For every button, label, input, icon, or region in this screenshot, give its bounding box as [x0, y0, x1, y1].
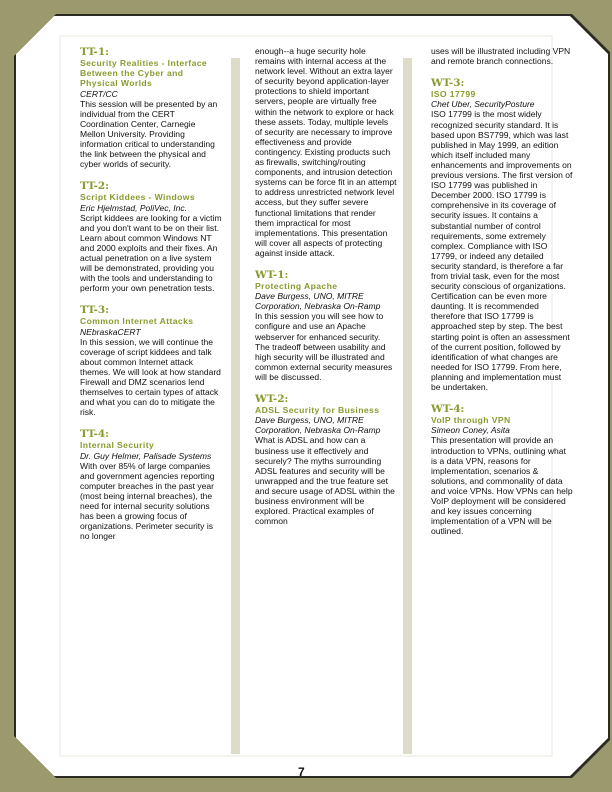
session-author: NEbraskaCERT — [80, 326, 141, 337]
session-description: Script kiddees are looking for a victim and you don't want to be on their list. Learn about common Windows NT and 2000 exploits and their fixes. An actual penetration on a live system will be demonstrated, providing you with the tools and understanding to perform your own penetration tests. — [80, 212, 222, 294]
session-author: CERT/CC — [80, 88, 118, 99]
session-description: uses will be illustrated including VPN and remote branch connections. — [431, 46, 571, 67]
session-tt-3 — [80, 304, 222, 417]
column-divider-1 — [231, 58, 240, 754]
session-code: TT-3: — [80, 304, 110, 317]
session-author: Dave Burgess, UNO, MITRE Corporation, Nebraska On-Ramp — [255, 291, 381, 312]
session-title: Internal Security — [80, 440, 155, 451]
session-title: Protecting Apache — [255, 280, 338, 291]
session-code: TT-2: — [80, 180, 110, 193]
session-author: Chet Uber, SecurityPosture — [431, 99, 535, 110]
session-wt-2-continued — [431, 46, 573, 66]
session-author: Dave Burgess, UNO, MITRE Corporation, Nebraska On-Ramp — [255, 415, 381, 436]
session-description: In this session, we will continue the coverage of script kiddees and talk about common Internet attack themes. We will look at how standard Firewall and DMZ scenarios lend themselves to certain types of attack and what you can do to mitigate the risk. — [80, 336, 221, 418]
session-wt-1 — [255, 269, 397, 382]
session-code: TT-4: — [80, 428, 110, 441]
column-3 — [431, 46, 573, 547]
session-description: This session will be presented by an individual from the CERT Coordination Center, Carnegie Mellon University. Providing information critical to understanding the link between the physical and cyber worlds of security. — [80, 98, 218, 170]
session-description: ISO 17799 is the most widely recognized security standard. It is based upon BS7799, which was last published in May 1999, an edition which itself included many enhancements and improvements on previous versions. The first version of ISO 17799 was published in December 2000. ISO 17799 is comprehensive in its coverage of security issues. It contains a substantial number of control requirements, some extremely complex. Compliance with ISO 17799, or indeed any detailed security standard, is therefore a far from trivial task, even for the most security conscious of organizations. Certification can be even more daunting. It is recommended therefore that ISO 17799 is approached step by step. The best starting point is often an assessment of the current position, followed by identification of what changes are needed for ISO 17799. From here, planning and implementation must be undertaken. — [431, 109, 573, 393]
session-code: TT-1: — [80, 46, 110, 58]
session-tt-1 — [80, 46, 222, 169]
session-code: WT-4: — [431, 403, 465, 416]
session-title: Common Internet Attacks — [80, 316, 194, 327]
column-divider-2 — [403, 58, 412, 754]
column-2 — [255, 46, 397, 537]
session-tt-4-continued — [255, 46, 397, 258]
session-description: enough--a huge security hole remains with internal access at the network level. Without an extra layer of security beyond application-layer protections to shield important servers, people are virtually free within the network to explore or hack these assets. Today, multiple levels of security are necessary to improve effectiveness and provide contingency. Existing products such as firewalls, switching/routing components, and intrusion detection systems can be force fit in an attempt to address unrestricted network level access, but they suffer severe functional limitations that render them impractical for most implementations. This presentation will cover all aspects of protecting against inside attack. — [255, 46, 397, 258]
session-wt-2 — [255, 393, 397, 526]
session-author: Eric Hjelmstad, PoliVec, Inc. — [80, 202, 188, 213]
session-description: This presentation will provide an introduction to VPNs, outlining what is a data VPN, reasons for implementation, scenarios & solutions, and commonality of data and voice VPNs. How VPNs can help VoIP deployment will be considered and key issues concerning implementation of a VPN will be outlined. — [431, 435, 573, 537]
session-wt-3 — [431, 77, 573, 392]
session-title: VoIP through VPN — [431, 415, 511, 426]
page-number: 7 — [298, 765, 305, 779]
session-description: In this session you will see how to configure and use an Apache webserver for enhanced security. The tradeoff between usability and high security will be illustrated and common external security measures will be discussed. — [255, 311, 393, 382]
session-code: WT-3: — [431, 77, 465, 90]
column-1 — [80, 46, 222, 553]
session-author: Simeon Coney, Asita — [431, 425, 510, 436]
session-title: Script Kiddees - Windows — [80, 192, 196, 203]
session-title: ISO 17799 — [431, 89, 476, 100]
session-wt-4 — [431, 403, 573, 536]
session-code: WT-1: — [255, 268, 289, 281]
session-description: What is ADSL and how can a business use it effectively and securely? The myths surrounding ADSL features and security will be unwrapped and the true feature set and secure usage of ADSL within the business environment will be explored. Practical examples of common — [255, 435, 395, 527]
session-tt-2 — [80, 180, 222, 293]
session-title: ADSL Security for Business — [255, 405, 380, 416]
session-title: Security Realities - Interface Between the Cyber and Physical Worlds — [80, 58, 208, 89]
session-author: Dr. Guy Helmer, Palisade Systems — [80, 450, 212, 461]
session-tt-4 — [80, 428, 222, 541]
session-description: With over 85% of large companies and government agencies reporting computer breaches in the past year (most being internal breaches), the need for internal security solutions has been a growing focus of organizations. Perimeter security is no longer — [80, 460, 215, 542]
session-code: WT-2: — [255, 393, 289, 406]
